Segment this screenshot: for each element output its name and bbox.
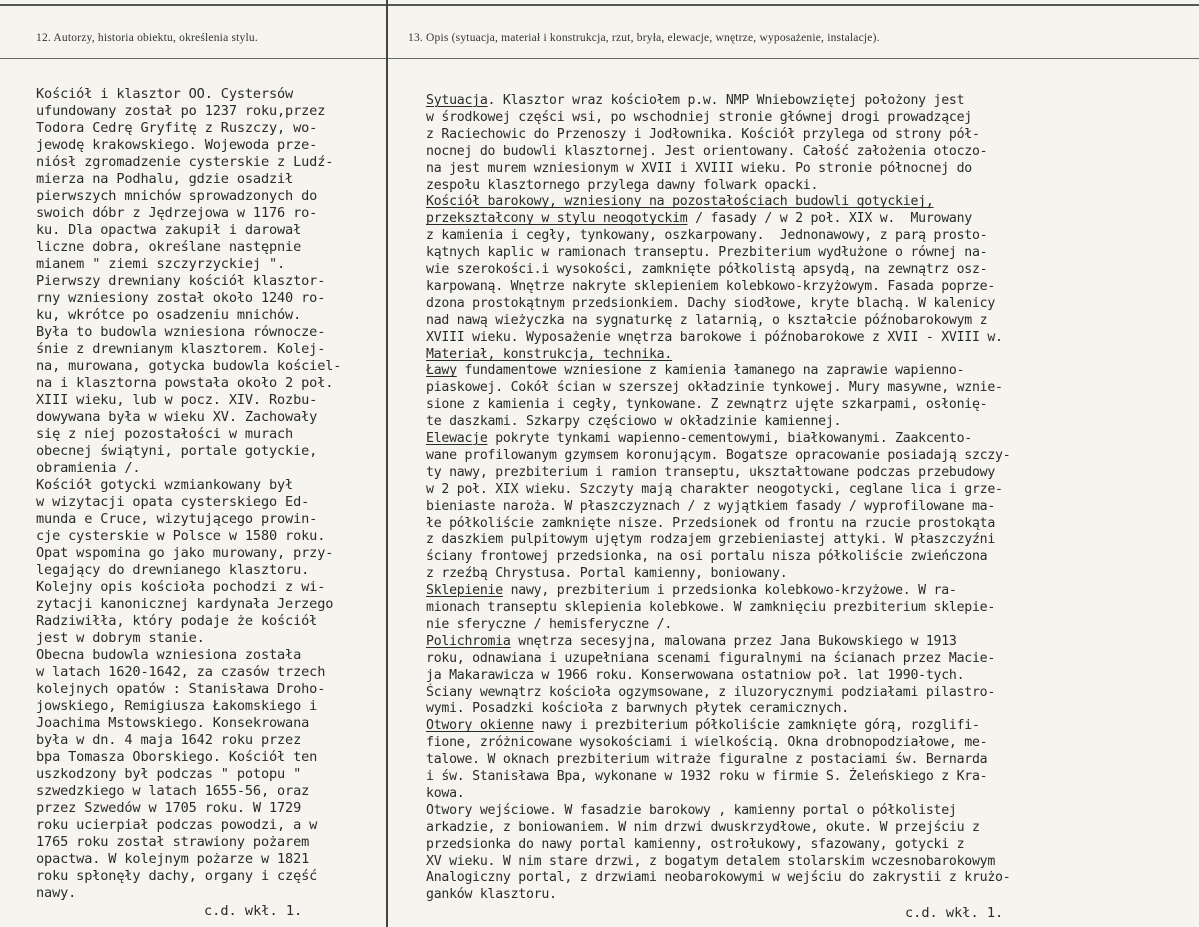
text-line: Otwory wejściowe. W fasadzie barokowy , kamienny portal o półkolistej: [426, 802, 957, 818]
text-line: ja Makarawicza w 1966 roku. Konserwowana ostatniow poł. lat 1990-tych.: [426, 667, 965, 683]
text-line: karpowaną. Wnętrze nakryte sklepieniem kolebkowo-krzyżowym. Fasada poprze-: [426, 278, 996, 294]
text-line: pierwszych mnichów sprowadzonych do: [36, 188, 318, 204]
text-line: przez Szwedów w 1705 roku. W 1729: [36, 800, 302, 816]
section-heading: Sklepienie: [426, 583, 503, 599]
text-line: przekształcony w stylu neogotyckim / fasady / w 2 poł. XIX w. Murowany: [426, 211, 972, 227]
text-line: Analogiczny portal, z drzwiami neobarokowymi w wejściu do zakrystii z krużo-: [426, 870, 1011, 886]
text-line: nocnej do budowli klasztornej. Jest orientowany. Całość założenia otoczo-: [426, 143, 988, 159]
text-line: ganków klasztoru.: [426, 887, 557, 903]
text-line: ku. Dla opactwa zakupił i darował: [36, 222, 302, 238]
text-line: jewodę krakowskiego. Wojewoda prze-: [36, 137, 318, 153]
text-line: XVIII wieku. Wyposażenie wnętrza barokowe i późnobarokowe z XVII - XVIII w.: [426, 329, 1003, 345]
text-line: piaskowej. Cokół ścian w szerszej okładzinie tynkowej. Mury masywne, wznie-: [426, 380, 1003, 396]
text-line: Pierwszy drewniany kościół klasztor-: [36, 273, 326, 289]
text-line: ku, wkrótce po osadzeniu mnichów.: [36, 307, 302, 323]
top-border-line: [0, 4, 1199, 6]
text-line: wane profilowanym gzymsem koronującym. Bogatsze opracowanie posiadają szczy-: [426, 447, 1011, 463]
text-line: się z niej pozostałości w murach: [36, 426, 294, 442]
text-line: XIII wieku, lub w pocz. XIV. Rozbu-: [36, 392, 318, 408]
text-line: Radziwiłła, który podaje że kościół: [36, 613, 318, 629]
text-line: nawy.: [36, 885, 77, 901]
text-line: z kamienia i cegły, tynkowany, oszkarpowany. Jednonawowy, z parą prosto-: [426, 228, 988, 244]
text-line: z Raciechowic do Przenoszy i Jodłownika. Kościół przylega od strony pół-: [426, 126, 980, 142]
text-line: ty nawy, prezbiterium i ramion transeptu, ukształtowane podczas przebudowy: [426, 464, 996, 480]
text-line: jest w dobrym stanie.: [36, 630, 205, 646]
text-line: ufundowany został po 1237 roku,przez: [36, 103, 326, 119]
text-line: przedsionka do nawy portal kamienny, ostrołukowy, sfazowany, gotycki z: [426, 836, 965, 852]
text-line: talowe. W oknach prezbiterium witraże figuralne z postaciami św. Bernarda: [426, 752, 988, 768]
text-line: Była to budowla wzniesiona równocze-: [36, 324, 326, 340]
text-line: w latach 1620-1642, za czasów trzech: [36, 664, 326, 680]
text-line: Sytuacja. Klasztor wraz kościołem p.w. NMP Wniebowziętej położony jest: [426, 93, 965, 108]
section-heading: Polichromia: [426, 633, 511, 649]
section-heading: Elewacje: [426, 431, 488, 446]
left-continuation-note: c.d. wkł. 1.: [204, 903, 303, 919]
text-line: śnie z drewnianym klasztorem. Kolej-: [36, 341, 326, 357]
text-line: z daszkiem pulpitowym ujętym rodzajem grzebieniastej attyki. W płaszczyźni: [426, 532, 996, 548]
text-line: liczne dobra, określane następnie: [36, 239, 302, 255]
text-line: Kolejny opis kościoła pochodzi z wi-: [36, 579, 326, 595]
text-line: roku ucierpiał podczas powodzi, a w: [36, 817, 318, 833]
text-line: te daszkami. Szkarpy częściowo w okładzinie kamiennej.: [426, 414, 842, 430]
text-line: [426, 346, 672, 363]
text-line: Joachima Mstowskiego. Konsekrowana: [36, 715, 310, 731]
text-line: i św. Stanisława Bpa, wykonane w 1932 roku w firmie S. Żeleńskiego z Kra-: [426, 769, 988, 784]
text-line: wie szerokości.i wysokości, zamknięte półkolistą apsydą, na zewnątrz osz-: [426, 262, 988, 277]
text-line: roku spłonęły dachy, organy i część: [36, 868, 318, 884]
text-line: sione z kamienia i cegły, tynkowane. Z zewnątrz ujęte szkarpami, osłonię-: [426, 397, 988, 413]
section-heading: Sytuacja: [426, 93, 488, 108]
text-line: na, murowana, gotycka budowla kościel-: [36, 358, 342, 374]
text-line: Kościół gotycki wzmiankowany był: [36, 477, 294, 493]
text-line: obecnej świątyni, portale gotyckie,: [36, 443, 318, 459]
left-header-rule: [0, 58, 386, 59]
text-line: mianem " ziemi szczyrzyckiej ".: [36, 256, 286, 272]
left-column-header: 12. Autorzy, historia obiektu, określenia stylu.: [36, 32, 258, 44]
text-line: swoich dóbr z Jędrzejowa w 1176 ro-: [36, 205, 318, 221]
text-line: kolejnych opatów : Stanisława Droho-: [36, 681, 326, 697]
text-line: opactwa. W kolejnym pożarze w 1821: [36, 851, 310, 867]
text-line: fione, zróżnicowane wysokościami i wielkością. Okna drobnopodziałowe, me-: [426, 735, 988, 751]
text-line: łe półkoliście zamknięte nisze. Przedsionek od frontu na rzucie prostokąta: [426, 515, 996, 531]
text-line: na i klasztorna powstała około 2 poł.: [36, 375, 334, 391]
text-line: zespołu klasztornego przylega dawny folwark opacki.: [426, 177, 819, 193]
text-line: bieniaste naroża. W płaszczyznach / z wyjątkiem fasady / wyprofilowane ma-: [426, 498, 996, 514]
text-line: mierza na Podhalu, gdzie osadził: [36, 171, 294, 187]
section-heading: Kościół barokowy, wzniesiony na pozostałościach budowli gotyckiej,: [426, 194, 934, 210]
section-heading: przekształcony w stylu neogotyckim: [426, 211, 688, 227]
text-line: bpa Tomasza Oborskiego. Kościół ten: [36, 749, 318, 765]
text-line: Otwory okienne nawy i prezbiterium półkoliście zamknięte górą, rozglifi-: [426, 718, 980, 734]
text-line: legający do drewnianego klasztoru.: [36, 562, 310, 578]
text-line: na jest murem wzniesionym w XVII i XVIII wieku. Po stronie północnej do: [426, 160, 972, 176]
text-line: Todora Cedrę Gryfitę z Ruszczy, wo-: [36, 120, 318, 136]
section-heading: Ławy: [426, 363, 457, 379]
text-line: XV wieku. W nim stare drzwi, z bogatym detalem stolarskim wczesnobarokowym: [426, 853, 996, 869]
text-line: mionach transeptu sklepienia kolebkowe. W zamknięciu prezbiterium sklepie-: [426, 600, 996, 615]
text-line: Polichromia wnętrza secesyjna, malowana przez Jana Bukowskiego w 1913: [426, 633, 957, 649]
right-column-header: 13. Opis (sytuacja, materiał i konstrukcja, rzut, bryła, elewacje, wnętrze, wyposażenie, instalacje).: [408, 32, 880, 44]
text-line: [426, 193, 934, 210]
text-line: ściany frontowej przedsionka, na osi portalu nisza półkoliście zwieńczona: [426, 549, 988, 565]
text-line: roku, odnawiana i uzupełniana scenami figuralnymi na ścianach przez Macie-: [426, 650, 996, 666]
text-line: w 2 poł. XIX wieku. Szczyty mają charakter neogotycki, ceglane lica i grze-: [426, 481, 1003, 497]
text-line: 1765 roku został strawiony pożarem: [36, 834, 310, 850]
text-line: obramienia /.: [36, 460, 141, 476]
text-line: dzona prostokątnym przedsionkiem. Dachy siodłowe, kryte blachą. W kalenicy: [426, 295, 996, 311]
text-line: wymi. Posadzki kościoła z barwnych płytek ceramicznych.: [426, 701, 849, 717]
section-heading: Otwory okienne: [426, 718, 534, 734]
text-line: nad nawą wieżyczka na sygnaturkę z latarnią, o kształcie późnobarokowym z: [426, 312, 988, 328]
right-header-rule: [388, 58, 1199, 59]
right-continuation-note: c.d. wkł. 1.: [905, 905, 1004, 921]
text-line: była w dn. 4 maja 1642 roku przez: [36, 732, 302, 748]
text-line: szwedzkiego w latach 1655-56, oraz: [36, 783, 310, 799]
text-line: w wizytacji opata cysterskiego Ed-: [36, 494, 310, 510]
text-line: dowywana była w wieku XV. Zachowały: [36, 409, 318, 425]
text-line: rny wzniesiony został około 1240 ro-: [36, 290, 326, 306]
section-heading: Materiał, konstrukcja, technika.: [426, 346, 673, 362]
text-line: arkadzie, z boniowaniem. W nim drzwi dwuskrzydłowe, okute. W przejściu z: [426, 819, 980, 835]
text-line: Ławy fundamentowe wzniesione z kamienia łamanego na zaprawie wapienno-: [426, 363, 965, 379]
text-line: Opat wspomina go jako murowany, przy-: [36, 545, 334, 561]
text-line: w środkowej części wsi, po wschodniej stronie głównej drogi prowadzącej: [426, 109, 972, 125]
text-line: Kościół i klasztor OO. Cystersów: [36, 86, 294, 102]
text-line: kątnych kaplic w ramionach transeptu. Prezbiterium wydłużone o równej na-: [426, 245, 988, 261]
text-line: niósł zgromadzenie cysterskie z Ludź-: [36, 154, 334, 170]
text-line: cje cysterskie w Polsce w 1580 roku.: [36, 528, 326, 544]
text-line: munda e Cruce, wizytującego prowin-: [36, 511, 318, 527]
text-line: Elewacje pokryte tynkami wapienno-cementowymi, białkowanymi. Zaakcento-: [426, 431, 972, 446]
text-line: z rzeźbą Chrystusa. Portal kamienny, boniowany.: [426, 566, 788, 582]
text-line: Sklepienie nawy, prezbiterium i przedsionka kolebkowo-krzyżowe. W ra-: [426, 583, 957, 599]
text-line: Obecna budowla wzniesiona została: [36, 647, 302, 663]
text-line: kowa.: [426, 785, 465, 801]
text-line: uszkodzony był podczas " potopu ": [36, 766, 302, 782]
text-line: nie sferyczne / hemisferyczne /.: [426, 616, 673, 632]
text-line: zytacji kanonicznej kardynała Jerzego: [36, 596, 334, 612]
column-divider: [386, 0, 388, 927]
text-line: jowskiego, Remigiusza Łakomskiego i: [36, 698, 318, 714]
text-line: Ściany wewnątrz kościoła ogzymsowane, z iluzorycznymi podziałami pilastro-: [426, 684, 996, 700]
